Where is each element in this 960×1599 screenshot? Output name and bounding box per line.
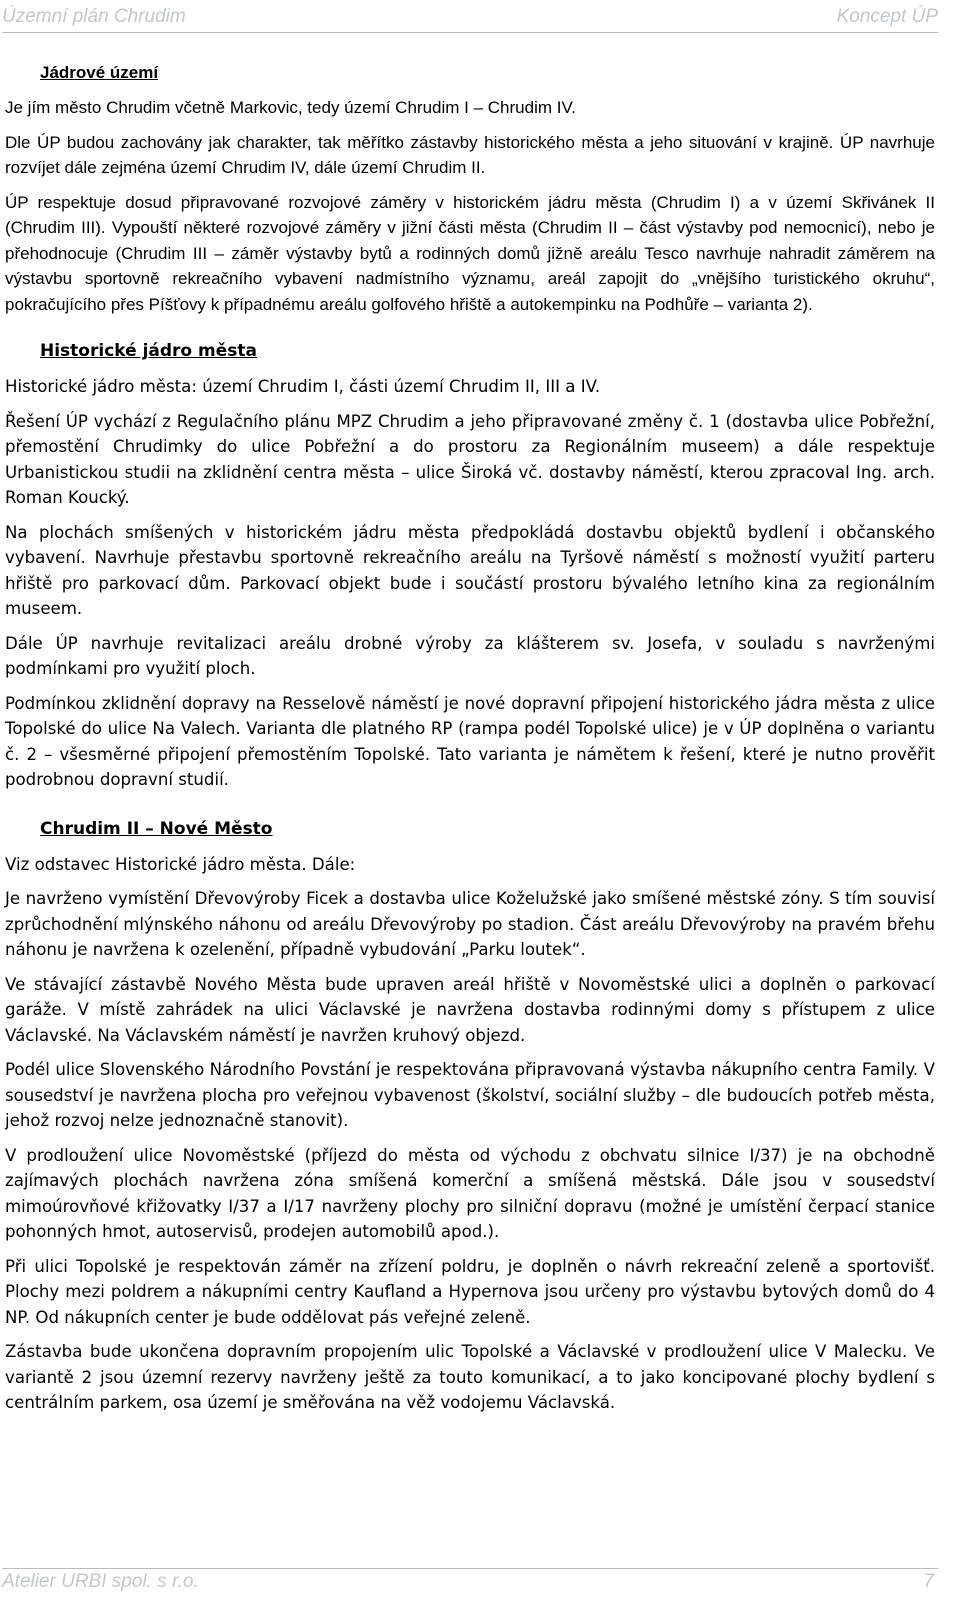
header-document-status: Koncept ÚP [836, 6, 938, 27]
paragraph: Historické jádro města: území Chrudim I, části území Chrudim II, III a IV. [5, 377, 601, 396]
footer-company: Atelier URBI spol. s r.o. [2, 1571, 199, 1592]
paragraph: Je navrženo vymístění Dřevovýroby Ficek a dostavba ulice Koželužské jako smíšené městské zóny. S tím souvisí zprůchodnění mlýnského náhonu od areálu Dřevovýroby po stadion. Část areálu Dřevovýroby na pravém břehu náhonu je navržena k ozelenění, případně vybudování „Parku loutek“. [5, 889, 935, 959]
section-heading-historicke-jadro: Historické jádro města [40, 341, 257, 361]
paragraph: Dle ÚP budou zachovány jak charakter, tak měřítko zástavby historického města a jeho situování v krajině. ÚP navrhuje rozvíjet dále zejména území Chrudim IV, dále území Chrudim II. [5, 132, 935, 177]
paragraph: Zástavba bude ukončena dopravním propojením ulic Topolské a Václavské v prodloužení ulice V Malecku. Ve variantě 2 jsou územní rezervy navrženy ještě za touto komunikací, a to jako koncipované plochy bydlení s centrálním parkem, osa území je směřována na věž vodojemu Václavská. [5, 1342, 935, 1412]
paragraph: Řešení ÚP vychází z Regulačního plánu MPZ Chrudim a jeho připravované změny č. 1 (dostavba ulice Pobřežní, přemostění Chrudimky do ulice Pobřežní a do prostoru za Regionálním museem) a dále respektuje Urbanistickou studii na zklidnění centra města – ulice Široká vč. dostavby náměstí, kterou zpracoval Ing. arch. Roman Koucký. [5, 411, 935, 507]
paragraph: Podmínkou zklidnění dopravy na Resselově náměstí je nové dopravní připojení historického jádra města z ulice Topolské do ulice Na Valech. Varianta dle platného RP (rampa podél Topolské ulice) je v ÚP doplněna o variantu č. 2 – všesměrné připojení přemostěním Topolské. Tato varianta je námětem k řešení, které je nutno prověřit podrobnou dopravní studií. [5, 693, 935, 789]
paragraph: V prodloužení ulice Novoměstské (příjezd do města od východu z obchvatu silnice I/37) je na obchodně zajímavých plochách navržena zóna smíšená komerční a smíšená městská. Dále jsou v sousedství mimoúrovňové křižovatky I/37 a I/17 navrženy plochy pro silniční dopravu (možné je umístění čerpací stanice pohonných hmot, autoservisů, prodejen automobilů apod.). [5, 1145, 935, 1241]
paragraph: Ve stávající zástavbě Nového Města bude upraven areál hřiště v Novoměstské ulici a doplněn o parkovací garáže. V místě zahrádek na ulici Václavské je navržena dostavba rodinnými domy s přístupem z ulice Václavské. Na Václavském náměstí je navržen kruhový objezd. [5, 974, 935, 1045]
document-body [5, 60, 935, 1425]
page-header [2, 6, 938, 33]
paragraph: Na plochách smíšených v historickém jádru města předpokládá dostavbu objektů bydlení i občanského vybavení. Navrhuje přestavbu sportovně rekreačního areálu na Tyršově náměstí s možností využití parteru hřiště pro parkovací dům. Parkovací objekt bude i součástí prostoru bývalého letního kina za regionálním museem. [5, 522, 935, 618]
paragraph: Je jím město Chrudim včetně Markovic, tedy území Chrudim I – Chrudim IV. [5, 98, 576, 117]
section-heading-jadrove-uzemi: Jádrové území [40, 63, 159, 82]
paragraph: Viz odstavec Historické jádro města. Dále: [5, 854, 356, 874]
page-number: 7 [923, 1571, 934, 1592]
paragraph: ÚP respektuje dosud připravované rozvojové záměry v historickém jádru města (Chrudim I) a v území Skřivánek II (Chrudim III). Vypouští některé rozvojové záměry v jižní části města (Chrudim II – část výstavby pod nemocnicí), nebo je přehodnocuje (Chrudim III – záměr výstavby bytů a rodinných domů jižně areálu Tesco navrhuje nahradit záměrem na výstavbu sportovně rekreačního vybavení nadmístního významu, areál zapojit do „vnějšího turistického okruhu“, pokračujícího přes Píšťovy k případnému areálu golfového hřiště a autokempinku na Podhůře – varianta 2). [5, 192, 935, 314]
section-heading-chrudim-ii: Chrudim II – Nové Město [40, 818, 273, 839]
paragraph: Podél ulice Slovenského Národního Povstání je respektována připravovaná výstavba nákupního centra Family. V sousedství je navržena plocha pro veřejnou vybavenost (školství, sociální služby – dle budoucích potřeb města, jehož rozvoj nelze jednoznačně stanovit). [5, 1060, 935, 1130]
header-document-title: Územní plán Chrudim [2, 6, 186, 27]
paragraph: Při ulici Topolské je respektován záměr na zřízení poldru, je doplněn o návrh rekreační zeleně a sportovišť. Plochy mezi poldrem a nákupními centry Kaufland a Hypernova jsou určeny pro výstavbu bytových domů do 4 NP. Od nákupních center je bude oddělovat pás veřejné zeleně. [5, 1256, 935, 1327]
page-footer [2, 1568, 938, 1595]
paragraph: Dále ÚP navrhuje revitalizaci areálu drobné výroby za klášterem sv. Josefa, v souladu s navrženými podmínkami pro využití ploch. [5, 633, 935, 678]
